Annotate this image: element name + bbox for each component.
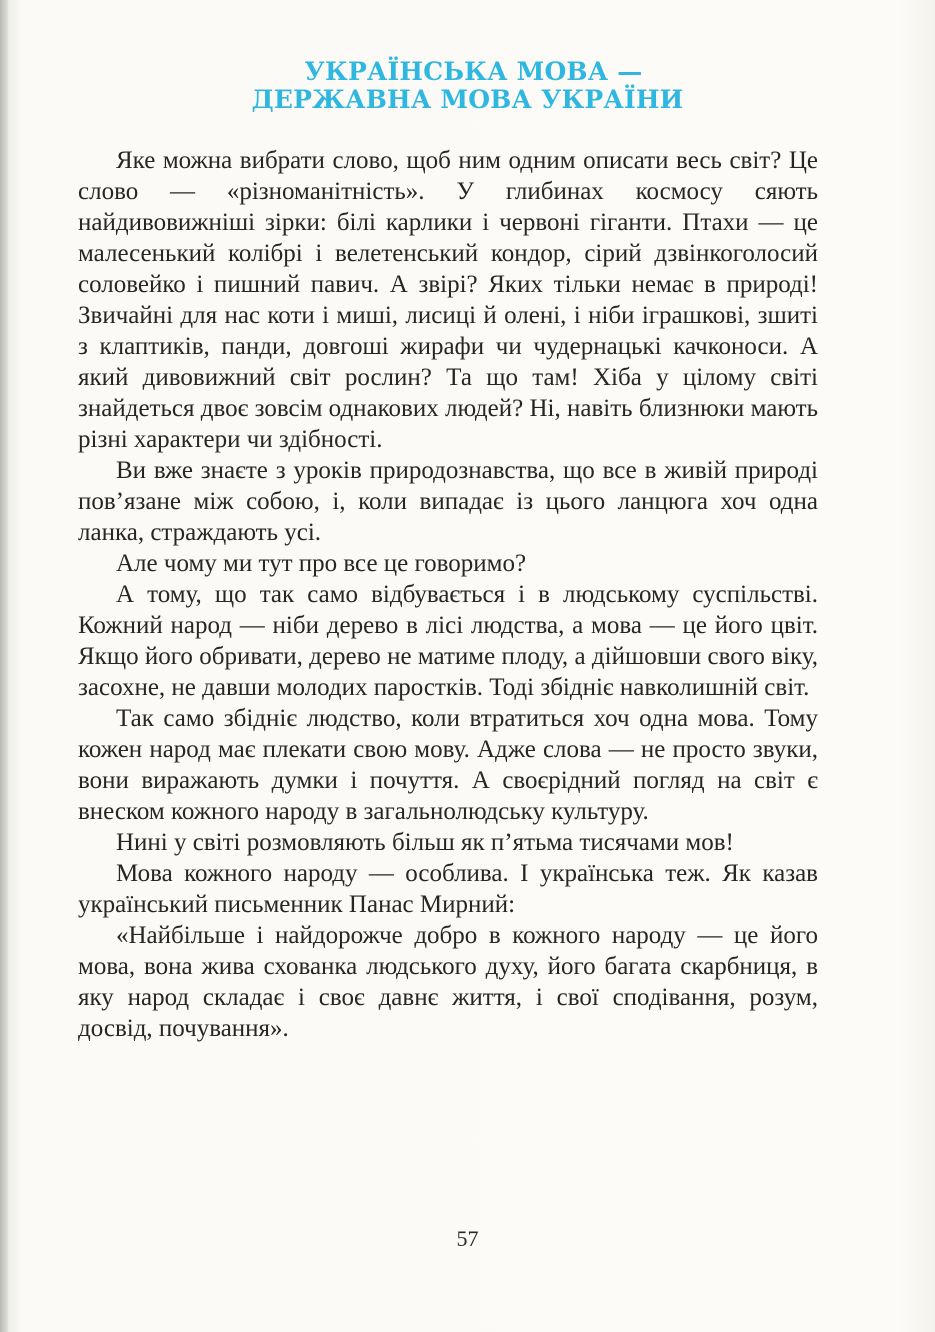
- body-text: [78, 145, 818, 1044]
- title-line-2: ДЕРЖАВНА МОВА УКРАЇНИ: [251, 85, 684, 114]
- page-number: 57: [456, 1226, 479, 1251]
- paragraph: Ви вже знаєте з уроків природознавства, що все в живій природі пов’язане між собою, і, коли випадає із цього ланцюга хоч одна ланка, страждають усі.: [78, 457, 818, 546]
- quote-paragraph: «Найбільше і найдорожче добро в кожного народу — це його мова, вона жива схованка людського духу, його багата скарбниця, в яку народ складає і своє давнє життя, і свої сподівання, розум, досвід, почування».: [78, 922, 818, 1042]
- title-line-1: УКРАЇНСЬКА МОВА —: [304, 57, 643, 86]
- book-spine-shadow: [0, 0, 8, 1332]
- paragraph: А тому, що так само відбувається і в людському суспільстві. Кожний народ — ніби дерево в лісі людства, а мова — це його цвіт. Якщо його обривати, дерево не матиме плоду, а дійшовши свого віку, засохне, не давши молодих паростків. Тоді збідніє навколишній світ.: [78, 581, 818, 701]
- paragraph: Яке можна вибрати слово, щоб ним одним описати весь світ? Це слово — «різноманітність». У глибинах космосу сяють найдивовижніші зірки: білі карлики і червоні гіганти. Птахи — це малесенький колібрі і велетенський кондор, сірий дзвінкоголосий соловейко і пишний павич. А звірі? Яких тільки немає в природі! Звичайні для нас коти і миші, лисиці й олені, і ніби іграшкові, зшиті з клаптиків, панди, довгоші жирафи чи чудернацькі качконоси. А який дивовижний світ рослин? Та що там! Хіба у цілому світі знайдеться двоє зовсім однакових людей? Ні, навіть близнюки мають різні характери чи здібності.: [78, 147, 818, 453]
- paragraph: Так само збідніє людство, коли втратиться хоч одна мова. Тому кожен народ має плекати свою мову. Адже слова — не просто звуки, вони виражають думки і почуття. А своєрідний погляд на світ є внеском кожного народу в загальнолюдську культуру.: [78, 705, 818, 825]
- paragraph: Але чому ми тут про все це говоримо?: [116, 550, 527, 577]
- page-title: [0, 58, 935, 114]
- paragraph: Нині у світі розмовляють більш як п’ятьма тисячами мов!: [116, 829, 734, 856]
- paragraph: Мова кожного народу — особлива. І українська теж. Як казав український письменник Панас Мирний:: [78, 860, 818, 918]
